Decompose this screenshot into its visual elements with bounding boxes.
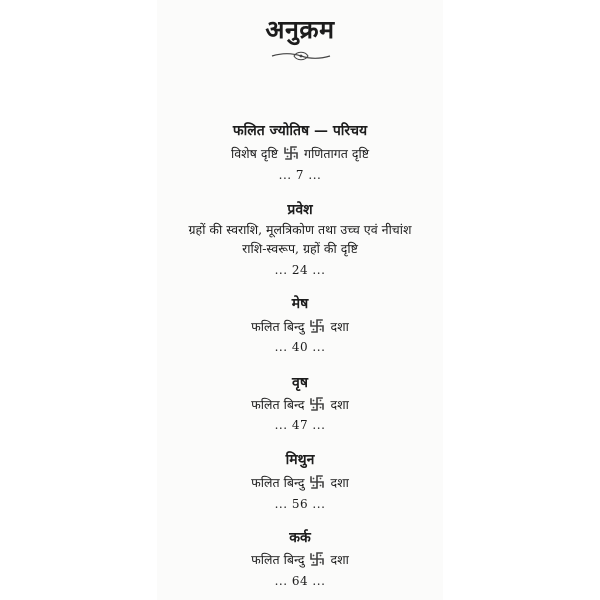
entry-right: दशा: [330, 552, 349, 567]
entry-left: फलित बिन्दु: [251, 475, 305, 490]
section-line-3-0: [0, 396, 600, 414]
section-page-number-1: ... 24 ...: [274, 263, 326, 277]
section-page-number-4: ... 56 ...: [274, 497, 326, 511]
swastika-icon: [283, 145, 299, 161]
swastika-icon: [309, 474, 325, 490]
swastika-icon: [309, 396, 325, 412]
section-line-1-1: राशि-स्वरूप, ग्रहों की दृष्टि: [242, 241, 358, 256]
entry-right: दशा: [330, 397, 349, 412]
entry-right: दशा: [330, 475, 349, 490]
section-title-4: मिथुन: [285, 452, 315, 468]
decorative-flourish-icon: [270, 50, 332, 62]
section-page-number-2: ... 40 ...: [274, 340, 326, 354]
section-line-1-0: ग्रहों की स्वराशि, मूलत्रिकोण तथा उच्च एवं नीचांश: [188, 222, 412, 237]
contents-heading: अनुक्रम: [265, 15, 335, 44]
section-line-2-0: [0, 318, 600, 336]
section-page-number-3: ... 47 ...: [274, 418, 326, 432]
section-title-3: वृष: [292, 375, 308, 391]
entry-left: विशेष दृष्टि: [230, 146, 279, 161]
section-title-5: कर्क: [289, 530, 311, 546]
section-line-5-0: [0, 551, 600, 569]
entry-right: गणितागत दृष्टि: [304, 146, 370, 161]
swastika-icon: [309, 551, 325, 567]
section-title-2: मेष: [291, 296, 309, 312]
section-page-number-0: ... 7 ...: [278, 168, 322, 182]
section-line-4-0: [0, 474, 600, 492]
entry-left: फलित बिन्द: [251, 397, 305, 412]
section-line-0-0: [0, 145, 600, 163]
entry-left: फलित बिन्दु: [251, 552, 305, 567]
section-title-1: प्रवेश: [287, 202, 313, 218]
entry-left: फलित बिन्दु: [251, 319, 305, 334]
section-page-number-5: ... 64 ...: [274, 574, 326, 588]
entry-right: दशा: [330, 319, 349, 334]
section-title-0: फलित ज्योतिष — परिचय: [232, 123, 368, 139]
swastika-icon: [309, 318, 325, 334]
